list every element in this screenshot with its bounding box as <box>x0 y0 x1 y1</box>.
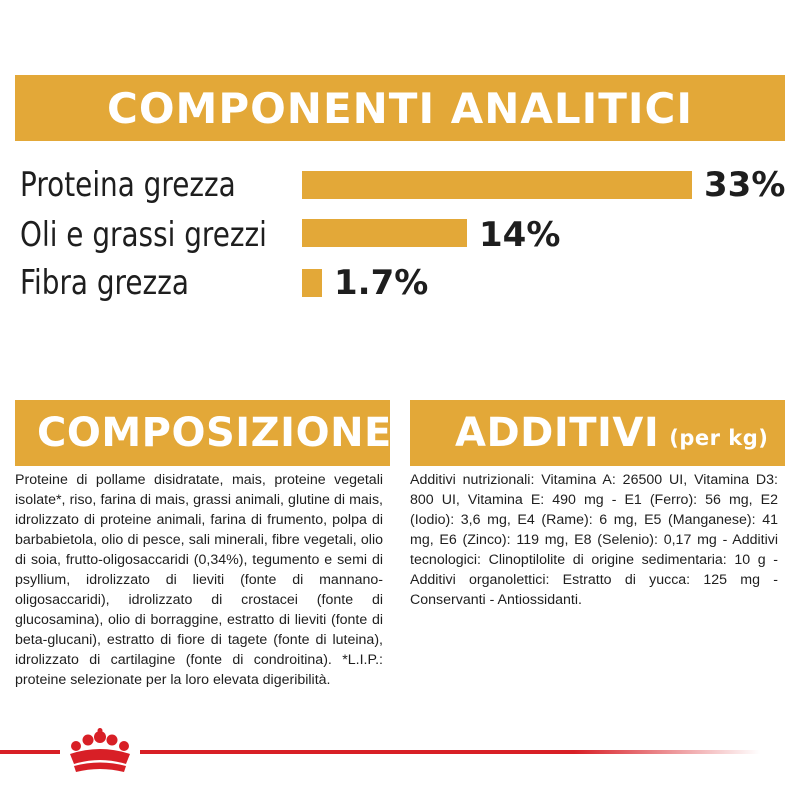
nutrient-bar-fat <box>302 219 467 247</box>
nutrient-label-fibre: Fibra grezza <box>20 263 189 303</box>
royal-canin-crown-icon <box>60 728 140 776</box>
nutrient-value-protein: 33% <box>704 165 786 205</box>
nutrient-label-protein: Proteina grezza <box>20 165 236 205</box>
nutrient-value-fibre: 1.7% <box>334 263 429 303</box>
nutrient-bar-protein <box>302 171 692 199</box>
composition-banner <box>15 400 390 466</box>
additives-text: Additivi nutrizionali: Vitamina A: 26500 UI, Vitamina D3: 800 UI, Vitamina E: 490 mg - E1 (Ferro): 56 mg, E2 (Iodio): 3,6 mg, E4 (Rame): 6 mg, E5 (Manganese): 41 mg, E6 (Zinco): 119 mg, E8 (Selenio): 0,17 mg - Additivi tecnologici: Clinoptilolite di origine sedimentaria: 10 g - Additivi organolettici: Estratto di yucca: 125 mg - Conservanti - Antiossidanti. <box>410 472 778 608</box>
footer-rule-right <box>140 750 760 754</box>
composition-text: Proteine di pollame disidratate, mais, proteine vegetali isolate*, riso, farina di mais, grassi animali, glutine di mais, idrolizzato di proteine animali, farina di frumento, polpa di barbabietola, olio di pesce, sali minerali, fibre vegetali, olio di soia, frutto-oligosaccaridi (0,34%), tegumento e semi di psyllium, idrolizzato di lieviti (fonte di mannano-oligosaccaridi), idrolizzato di crostacei (fonte di glucosamina), olio di borraggine, estratto di lieviti (fonte di beta-glucani), estratto di fiore di tagete (fonte di luteina), idrolizzato di cartilagine (fonte di condroitina). *L.I.P.: proteine selezionate per la loro elevata digeribilità. <box>15 472 383 688</box>
nutrient-label-fat: Oli e grassi grezzi <box>20 215 267 255</box>
additives-title: ADDITIVI <box>455 410 660 456</box>
analytical-components-title: COMPONENTI ANALITICI <box>107 83 693 133</box>
nutrient-value-fat: 14% <box>479 215 561 255</box>
additives-banner <box>410 400 785 466</box>
footer-rule-left <box>0 750 60 754</box>
analytical-components-banner <box>15 75 785 141</box>
composition-title: COMPOSIZIONE <box>37 410 392 456</box>
additives-title-suffix: (per kg) <box>669 426 769 450</box>
nutrient-bar-fibre <box>302 269 322 297</box>
